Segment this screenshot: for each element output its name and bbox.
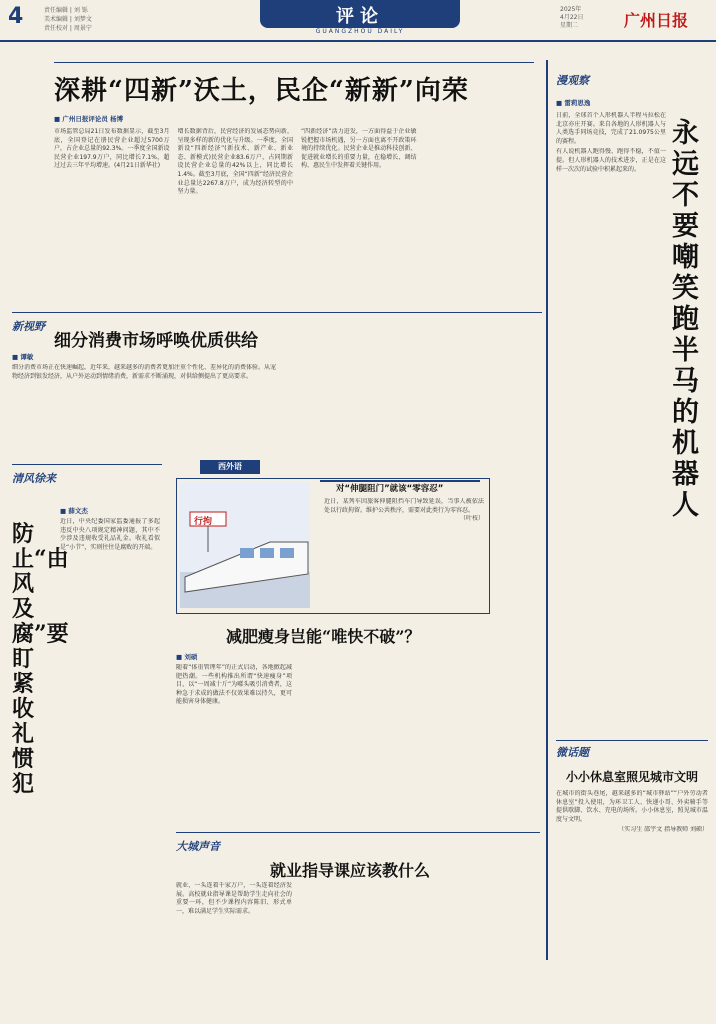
column-byline: ■ 雷莉思逸 (556, 99, 591, 107)
paragraph: 细分消费市场正在快速崛起，近年来，越来越多的消费者更加注重个性化、差异化的消费体验。从宠物经济到银发经济，从户外运动到情绪消费，新需求不断涌现，对供给侧提出了更高要求。 (12, 364, 276, 380)
main-byline: ■ 广州日报评论员 杨博 (54, 115, 124, 123)
main-headline: 深耕“四新”沃土，民企“新新”向荣 (54, 76, 469, 106)
paragraph: 近日，中央纪委国家监委通报了多起违反中央八项规定精神问题，其中不少涉及违规收受礼品礼金。收礼看似是“小节”，实则往往是腐败的开端。 (60, 518, 160, 551)
cartoon-sidebar-body (324, 498, 484, 604)
slimming-body (176, 664, 540, 824)
paragraph: 市场监管总局21日发布数据显示，截至3月底，全国登记在册民营企业超过5700万户，占企业总量的92.3%。一季度全国新设民营企业197.9万户，同比增长7.1%，超过过去三年平均增速。(4月21日新华社) (54, 128, 170, 170)
anti-corruption-headline: 防止“由风及腐”要盯紧收礼惯犯 (12, 521, 69, 797)
anti-corruption-body (60, 518, 160, 1008)
cartoon-credit: （叶枝） (459, 515, 484, 523)
section-tag: 新视野 (12, 320, 45, 333)
column-tag: 漫观察 (556, 74, 589, 87)
consumption-headline: 细分消费市场呼唤优质供给 (54, 331, 258, 351)
paragraph: 有人说机器人跑得慢、跑得不稳，不值一提。但人形机器人的技术进步，正是在这样一次次的试验中积累起来的。 (556, 148, 666, 173)
date-year: 2025年 (560, 6, 582, 13)
page-number: 4 (8, 4, 24, 29)
cartoon-tag: 西外语 (218, 462, 242, 471)
train-cartoon-icon (180, 482, 310, 608)
toilets-credit: （实习生 邵宇文 指导教师 刘硕） (618, 826, 708, 834)
editor-line: 美术编辑 | 刘梦文 (44, 16, 92, 23)
anti-corruption-byline: ■ 薛文杰 (60, 507, 88, 515)
divider (556, 740, 708, 741)
consumption-body (12, 364, 276, 456)
paragraph: 在城市的街头巷尾，越来越多的“城市驿站”“户外劳动者休息室”投入使用，为环卫工人、快递小哥、外卖骑手等提供歇脚、饮水、充电的场所。小小休息室，照见城市温度与文明。 (556, 790, 708, 823)
editor-line: 责任校对 | 周景宁 (44, 25, 92, 32)
paragraph: 就业，一头连着千家万户，一头连着经济发展。高校就业指导课是帮助学生走向社会的重要一环，但不少课程内容陈旧、形式单一，难以满足学生实际需求。 (176, 882, 292, 915)
jobs-headline: 就业指导课应该教什么 (270, 861, 431, 880)
paragraph: 增长数据背后，民营经济的发展态势向新，呈现多样的新的优化与升级。一季度，全国新设“四新经济”(新技术、新产业、新业态、新模式)民营企业83.6万户，占同期新设民营企业总量的42%以上，同比增长1.4%。截至3月底，全国“四新”经济民营企业总量达2267.8万户，成为经济转型的中坚力量。 (177, 128, 293, 196)
column-divider (546, 60, 548, 960)
divider (176, 832, 540, 833)
toilets-headline: 小小休息室照见城市文明 (566, 770, 699, 784)
cartoon-illustration (180, 482, 310, 608)
slimming-byline: ■ 刘硕 (176, 653, 198, 661)
date-weekday: 星期二 (560, 22, 579, 29)
section-tag: 大城声音 (176, 840, 220, 853)
divider (54, 62, 534, 63)
date-day: 4月22日 (560, 14, 584, 21)
column-body (556, 112, 666, 732)
column-headline: 永远不要嘲笑跑半马的机器人 (672, 118, 699, 521)
toilets-body (556, 790, 708, 1016)
issue-date (560, 6, 583, 30)
main-article-body (54, 128, 540, 306)
divider (12, 464, 162, 465)
editor-credits (44, 6, 134, 33)
section-banner (260, 0, 460, 28)
section-tag: 微话题 (556, 746, 589, 759)
divider (12, 312, 542, 313)
paragraph: 近日，某列车因旅客伸腿阻挡车门导致延误，当事人被依法处以行政拘留。维护公共秩序，需要对此类行为零容忍。 (324, 498, 484, 514)
editor-line: 责任编辑 | 刘 铄 (44, 7, 88, 14)
paragraph: 随着“体重管理年”的正式启动，各地掀起减肥热潮。一些机构推出所谓“快速瘦身”项目，以“一周减十斤”为噱头吸引消费者，这种急于求成的做法不仅效果难以持久，更可能损害身体健康。 (176, 664, 292, 706)
newspaper-masthead: 广州日报 (624, 11, 689, 30)
jobs-body (176, 882, 540, 1016)
consumption-byline: ■ 谭敏 (12, 353, 34, 361)
cartoon-sign: 行拘 (194, 517, 213, 527)
slimming-headline: 减肥瘦身岂能“唯快不破”？ (226, 627, 421, 646)
cartoon-sidebar-title: 对“伸腿阻门”就该“零容忍” (336, 484, 444, 494)
section-title: 评论 (336, 6, 384, 27)
paragraph: “四新经济”活力迸发，一方面得益于企业敏锐把握市场机遇，另一方面也离不开政策环境的持续优化。民营企业是推动科技创新、促进就业增长的重要力量，在稳增长、调结构、惠民生中发挥着关键作用。 (301, 128, 417, 170)
section-subtitle: GUANGZHOU DAILY (315, 28, 405, 35)
section-tag: 清风徐来 (12, 472, 56, 485)
paragraph: 日前，全球首个人形机器人半程马拉松在北京亦庄开赛。来自各地的人形机器人与人类选手同场竞技，完成了21.0975公里的赛程。 (556, 112, 666, 145)
